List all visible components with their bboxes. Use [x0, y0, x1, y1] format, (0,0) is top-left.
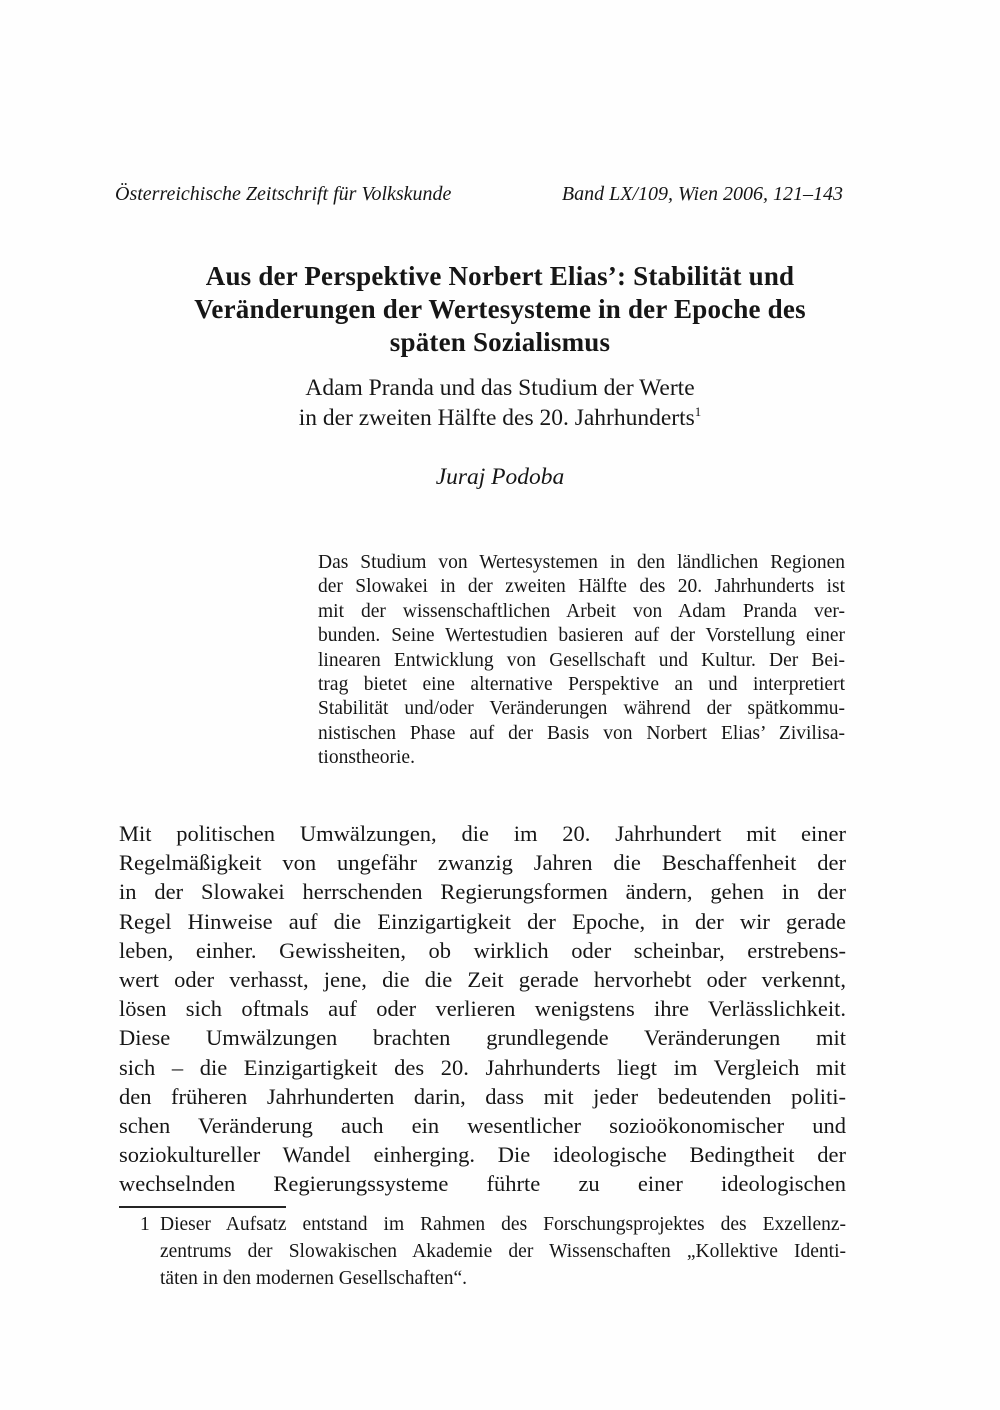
body-line: den früheren Jahrhunderten darin, dass mit jeder bedeutenden politi-: [119, 1083, 846, 1109]
body-line: soziokultureller Wandel einherging. Die ideologische Bedingtheit der: [119, 1142, 846, 1168]
subtitle-text: in der zweiten Hälfte des 20. Jahrhunderts: [298, 405, 695, 431]
abstract-line: linearen Entwicklung von Gesellschaft und Kultur. Der Bei-: [318, 649, 845, 671]
body-line: Regel Hinweise auf die Einzigartigkeit der Epoche, in der wir gerade: [119, 908, 846, 934]
journal-name: Österreichische Zeitschrift für Volkskunde: [115, 183, 452, 205]
title-line: Veränderungen der Wertesysteme in der Epoche des: [194, 294, 806, 324]
abstract-line: mit der wissenschaftlichen Arbeit von Adam Pranda ver-: [318, 600, 845, 622]
body-line: wert oder verhasst, jene, die die Zeit gerade hervorhebt oder verkennt,: [119, 967, 846, 993]
body-line: wechselnden Regierungssysteme führte zu einer ideologischen: [119, 1171, 846, 1197]
body-line: Regelmäßigkeit von ungefähr zwanzig Jahren die Beschaffenheit der: [119, 850, 846, 876]
footnote-separator-rule: [119, 1206, 286, 1208]
footnote: [140, 1212, 846, 1292]
abstract-block: [318, 551, 845, 771]
body-line: schen Veränderung auch ein wesentlicher sozioökonomischer und: [119, 1113, 846, 1139]
footnote-number: 1: [140, 1214, 150, 1235]
author-name: Juraj Podoba: [435, 464, 565, 490]
body-line: Diese Umwälzungen brachten grundlegende Veränderungen mit: [119, 1025, 846, 1051]
subtitle-line: Adam Pranda und das Studium der Werte: [305, 375, 695, 401]
abstract-line: tionstheorie.: [318, 747, 415, 769]
footnote-line: Dieser Aufsatz entstand im Rahmen des Forschungsprojektes des Exzellenz-: [160, 1214, 846, 1235]
abstract-line: nistischen Phase auf der Basis von Norbert Elias’ Zivilisa-: [318, 722, 845, 744]
footnote-line: täten in den modernen Gesellschaften“.: [160, 1267, 468, 1289]
body-line: lösen sich oftmals auf oder verlieren wenigstens ihre Verlässlichkeit.: [119, 996, 846, 1022]
footnote-line: zentrums der Slowakischen Akademie der Wissenschaften „Kollektive Identi-: [160, 1240, 846, 1262]
footnote-text: [160, 1212, 846, 1292]
article-title: [80, 260, 920, 359]
abstract-line: der Slowakei in der zweiten Hälfte des 20. Jahrhunderts ist: [318, 576, 845, 598]
body-line: Mit politischen Umwälzungen, die im 20. Jahrhundert mit einer: [119, 821, 846, 846]
abstract-line: bunden. Seine Wertestudien basieren auf der Vorstellung einer: [318, 625, 845, 647]
title-line: späten Sozialismus: [389, 327, 611, 357]
footnote-reference: 1: [694, 404, 702, 419]
body-line: in der Slowakei herrschenden Regierungsformen ändern, gehen in der: [119, 879, 846, 905]
issue-info: Band LX/109, Wien 2006, 121–143: [561, 183, 843, 205]
article-subtitle: [80, 373, 920, 433]
abstract-line: trag bietet eine alternative Perspektive an und interpretiert: [318, 674, 845, 696]
body-line: sich – die Einzigartigkeit des 20. Jahrhunderts liegt im Vergleich mit: [119, 1054, 846, 1080]
title-line: Aus der Perspektive Norbert Elias’: Stabilität und: [205, 261, 795, 291]
subtitle-line: [80, 403, 920, 433]
abstract-line: Das Studium von Wertesystemen in den ländlichen Regionen: [318, 552, 845, 573]
body-line: leben, einher. Gewissheiten, ob wirklich oder scheinbar, erstrebens-: [119, 937, 846, 963]
abstract-line: Stabilität und/oder Veränderungen während der spätkommu-: [318, 698, 845, 720]
body-paragraph: [119, 819, 846, 1199]
running-header: [115, 183, 843, 206]
